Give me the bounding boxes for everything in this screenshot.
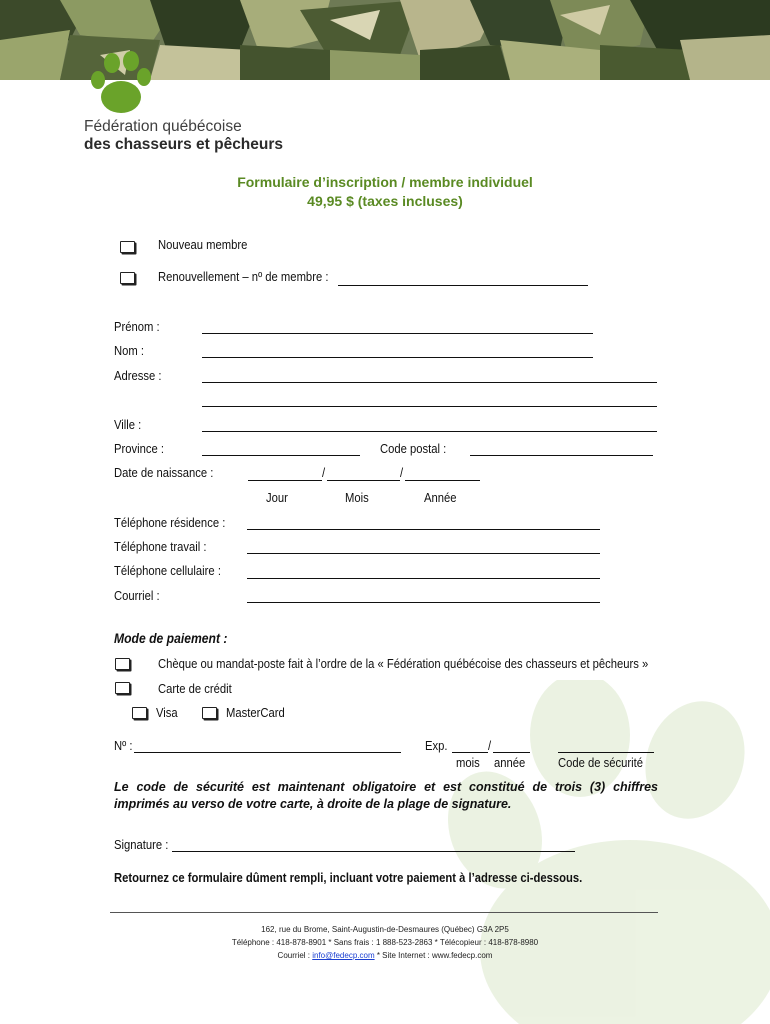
security-code-field[interactable] <box>558 752 654 753</box>
renewal-checkbox[interactable] <box>120 272 135 284</box>
form-title: Formulaire d’inscription / membre individuel <box>237 174 533 190</box>
form-price: 49,95 $ (taxes incluses) <box>307 193 463 209</box>
renewal-label: Renouvellement – nº de membre : <box>158 270 329 284</box>
adresse-label: Adresse : <box>114 369 162 383</box>
prenom-field[interactable] <box>202 333 593 334</box>
organization-name-line2: des chasseurs et pêcheurs <box>84 136 284 153</box>
organization-name-line1: Fédération québécoise <box>84 118 242 135</box>
courriel-field[interactable] <box>247 602 600 603</box>
card-number-field[interactable] <box>134 752 401 753</box>
signature-label: Signature : <box>114 838 169 852</box>
footer-divider <box>110 912 658 913</box>
exp-month-field[interactable] <box>452 752 488 753</box>
footer-email-prefix: Courriel : <box>277 951 310 960</box>
date-separator: / <box>400 466 404 480</box>
adresse-field-line2[interactable] <box>202 406 657 407</box>
footer-phones: Téléphone : 418-878-8901 * Sans frais : 1 888-523-2863 * Télécopieur : 418-878-8980 <box>231 938 539 947</box>
code-postal-field[interactable] <box>470 455 653 456</box>
exp-label: Exp. <box>425 739 448 753</box>
member-number-field[interactable] <box>338 285 588 286</box>
mastercard-label: MasterCard <box>226 706 285 720</box>
credit-card-label: Carte de crédit <box>158 682 232 696</box>
cheque-checkbox[interactable] <box>115 658 130 670</box>
birth-day-field[interactable] <box>248 480 322 481</box>
ville-label: Ville : <box>114 418 142 432</box>
footer-address: 162, rue du Brome, Saint-Augustin-de-Desmaures (Québec) G3A 2P5 <box>261 925 509 934</box>
ville-field[interactable] <box>202 431 657 432</box>
new-member-label: Nouveau membre <box>158 238 248 252</box>
tel-travail-label: Téléphone travail : <box>114 540 207 554</box>
tel-residence-field[interactable] <box>247 529 600 530</box>
visa-label: Visa <box>156 706 178 720</box>
footer-email-link[interactable]: info@fedecp.com <box>312 951 375 960</box>
exp-annee-label: année <box>494 756 526 770</box>
annee-label: Année <box>424 491 457 505</box>
signature-field[interactable] <box>172 851 575 852</box>
footer-contact <box>0 951 770 960</box>
birth-month-field[interactable] <box>327 480 400 481</box>
credit-card-checkbox[interactable] <box>115 682 130 694</box>
organization-name <box>84 118 283 154</box>
code-postal-label: Code postal : <box>380 442 447 456</box>
cheque-label: Chèque ou mandat-poste fait à l’ordre de la « Fédération québécoise des chasseurs et pêcheurs » <box>158 657 649 671</box>
tel-travail-field[interactable] <box>247 553 600 554</box>
birth-year-field[interactable] <box>405 480 480 481</box>
paw-watermark <box>440 680 770 1024</box>
mastercard-checkbox[interactable] <box>202 707 217 719</box>
exp-year-field[interactable] <box>493 752 530 753</box>
paw-logo-icon <box>84 50 156 116</box>
tel-residence-label: Téléphone résidence : <box>114 516 226 530</box>
nom-label: Nom : <box>114 344 145 358</box>
security-code-label: Code de sécurité <box>558 756 644 770</box>
mois-label: Mois <box>345 491 369 505</box>
exp-separator: / <box>488 739 492 753</box>
new-member-checkbox[interactable] <box>120 241 135 253</box>
adresse-field-line1[interactable] <box>202 382 657 383</box>
tel-cellulaire-label: Téléphone cellulaire : <box>114 564 221 578</box>
prenom-label: Prénom : <box>114 320 160 334</box>
nom-field[interactable] <box>202 357 593 358</box>
jour-label: Jour <box>266 491 288 505</box>
return-note: Retournez ce formulaire dûment rempli, incluant votre paiement à l’adresse ci-dessous. <box>114 871 583 885</box>
province-label: Province : <box>114 442 165 456</box>
visa-checkbox[interactable] <box>132 707 147 719</box>
date-separator: / <box>322 466 326 480</box>
date-naissance-label: Date de naissance : <box>114 466 214 480</box>
tel-cellulaire-field[interactable] <box>247 578 600 579</box>
payment-heading: Mode de paiement : <box>114 631 228 646</box>
footer-site: * Site Internet : www.fedecp.com <box>374 951 493 960</box>
courriel-label: Courriel : <box>114 589 160 603</box>
security-code-note: Le code de sécurité est maintenant obligatoire et est constitué de trois (3) chiffres imprimés au verso de votre carte, à droite de la plage de signature. <box>114 780 658 811</box>
exp-mois-label: mois <box>456 756 480 770</box>
card-number-label: Nº : <box>114 739 133 753</box>
province-field[interactable] <box>202 455 360 456</box>
